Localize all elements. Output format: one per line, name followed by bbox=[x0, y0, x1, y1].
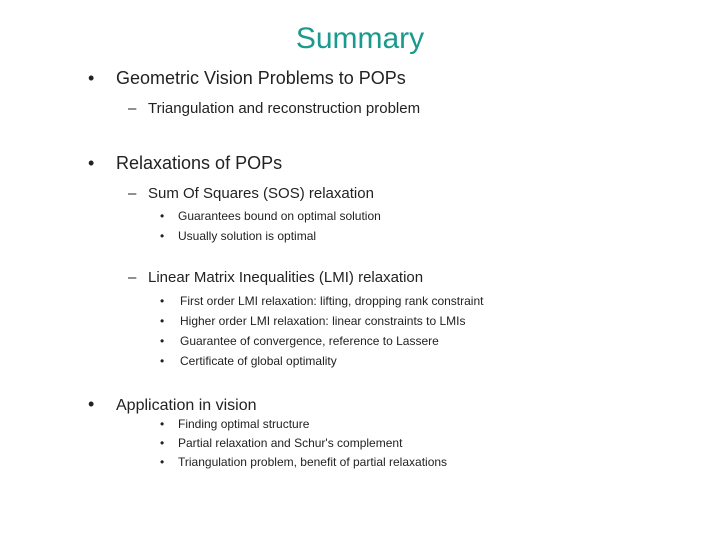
item-marker: • bbox=[160, 354, 165, 368]
item-text: Finding optimal structure bbox=[178, 417, 310, 431]
item-text: Higher order LMI relaxation: linear constraints to LMIs bbox=[180, 314, 466, 328]
bullet-text: Geometric Vision Problems to POPs bbox=[116, 68, 406, 88]
item-lmi-convergence bbox=[160, 334, 439, 348]
item-lmi-certificate bbox=[160, 354, 337, 368]
item-text: Partial relaxation and Schur's complement bbox=[178, 436, 403, 450]
item-text: Triangulation problem, benefit of partial relaxations bbox=[178, 455, 448, 469]
item-marker: • bbox=[160, 314, 165, 328]
item-text: First order LMI relaxation: lifting, dropping rank constraint bbox=[180, 294, 484, 308]
bullet-marker: • bbox=[88, 68, 95, 88]
item-marker: • bbox=[160, 436, 165, 450]
subbullet-sos bbox=[128, 185, 374, 202]
item-marker: • bbox=[160, 229, 165, 243]
bullet-geometric-vision bbox=[88, 68, 406, 89]
item-app-finding bbox=[160, 417, 309, 431]
subbullet-text: Triangulation and reconstruction problem bbox=[148, 100, 421, 117]
subbullet-text: Sum Of Squares (SOS) relaxation bbox=[148, 185, 374, 202]
item-text: Certificate of global optimality bbox=[180, 354, 337, 368]
item-lmi-higher-order bbox=[160, 314, 465, 328]
dash-marker: – bbox=[128, 100, 137, 117]
item-sos-usually bbox=[160, 229, 316, 243]
item-marker: • bbox=[160, 294, 165, 308]
bullet-marker: • bbox=[88, 153, 95, 173]
subbullet-triangulation bbox=[128, 100, 420, 117]
bullet-text: Application in vision bbox=[116, 397, 257, 414]
bullet-application bbox=[88, 394, 257, 415]
item-app-triangulation bbox=[160, 455, 447, 469]
slide-title: Summary bbox=[295, 22, 425, 55]
dash-marker: – bbox=[128, 269, 137, 286]
subbullet-lmi bbox=[128, 269, 423, 286]
bullet-relaxations bbox=[88, 153, 282, 174]
item-text: Usually solution is optimal bbox=[178, 229, 317, 243]
item-text: Guarantees bound on optimal solution bbox=[178, 209, 381, 223]
item-marker: • bbox=[160, 334, 165, 348]
item-sos-guarantees bbox=[160, 209, 381, 223]
item-marker: • bbox=[160, 455, 165, 469]
bullet-text: Relaxations of POPs bbox=[116, 153, 283, 173]
item-text: Guarantee of convergence, reference to Lassere bbox=[180, 334, 439, 348]
item-app-partial bbox=[160, 436, 402, 450]
bullet-marker: • bbox=[88, 394, 95, 414]
item-marker: • bbox=[160, 417, 165, 431]
dash-marker: – bbox=[128, 185, 137, 202]
item-marker: • bbox=[160, 209, 165, 223]
item-lmi-first-order bbox=[160, 294, 483, 308]
subbullet-text: Linear Matrix Inequalities (LMI) relaxation bbox=[148, 269, 424, 286]
